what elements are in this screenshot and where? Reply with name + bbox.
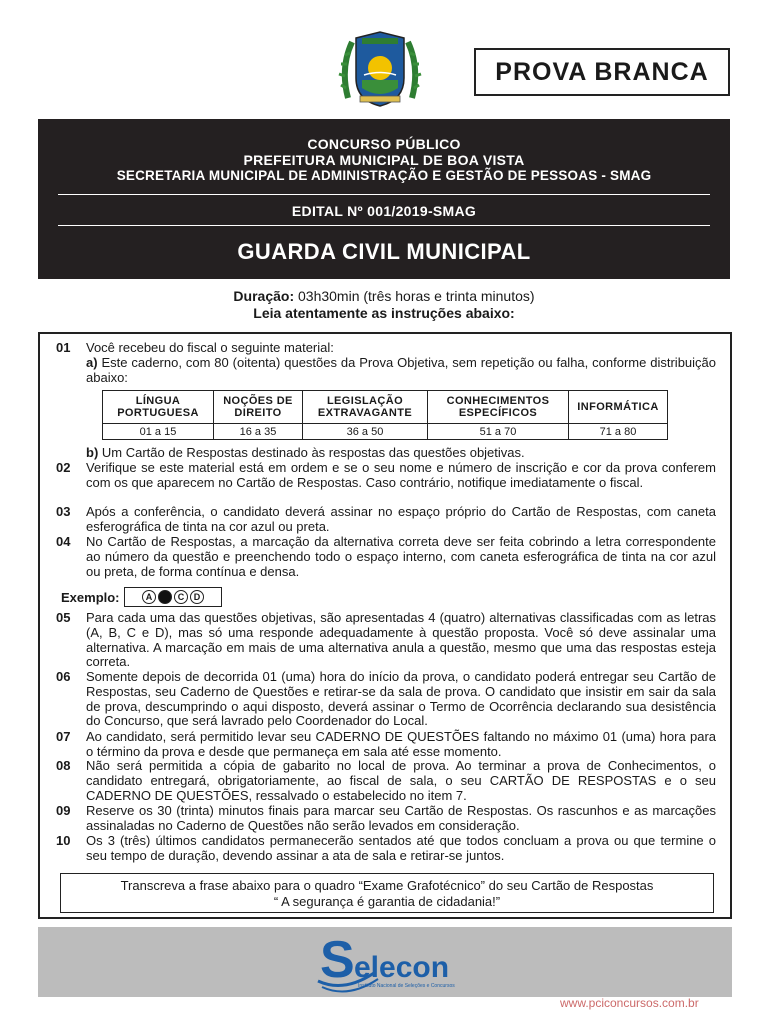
item-text: Você recebeu do fiscal o seguinte material: bbox=[86, 340, 334, 355]
item-text: Não será permitida a cópia de gabarito no local de prova. Ao terminar a prova de Conhecimentos, o candidato entregará, obrigatoriamente, ao fiscal de sala, o seu CARTÃO DE RESPOSTAS e o seu CADERNO DE QUESTÕES, ressalvado o estabelecido no item 7. bbox=[86, 758, 716, 803]
item-number: 09 bbox=[56, 803, 71, 818]
transcribe-phrase: “ A segurança é garantia de cidadania!” bbox=[273, 894, 501, 909]
item-text: Para cada uma das questões objetivas, são apresentadas 4 (quatro) alternativas classificadas com as letras (A, B, C e D), mas só uma responde adequadamente à questão proposta. Você só deve assinalar uma alternativa. A marcação em mais de uma alternativa anula a questão, mesmo que uma das respostas esteja correta. bbox=[86, 610, 716, 670]
item-text: Somente depois de decorrida 01 (uma) hora do início da prova, o candidato poderá entregar seu Cartão de Respostas, seu Caderno de Questões e retirar-se da sala de prova. O candidato que insistir em sair da sala de prova, descumprindo o aqui disposto, deverá assinar o Termo de Ocorrência declarando sua desistência do Concurso, que será lavrado pelo Coordenador do Local. bbox=[86, 669, 716, 729]
footer-band bbox=[38, 927, 732, 997]
example-answer-bubbles bbox=[124, 587, 222, 607]
prova-branca-badge: PROVA BRANCA bbox=[474, 48, 730, 96]
item-text: Reserve os 30 (trinta) minutos finais para marcar seu Cartão de Respostas. Os rascunhos e as marcações assinaladas no Caderno de Questões não serão levados em consideração. bbox=[86, 803, 716, 833]
table-cell: 51 a 70 bbox=[428, 424, 569, 440]
example-label: Exemplo: bbox=[61, 590, 120, 605]
item-number: 07 bbox=[56, 729, 71, 744]
table-cell: 71 a 80 bbox=[569, 424, 668, 440]
instruction-item bbox=[56, 505, 716, 535]
instruction-item bbox=[56, 834, 716, 864]
table-cell: 36 a 50 bbox=[303, 424, 428, 440]
instruction-item bbox=[56, 804, 716, 834]
header-line-secretaria: SECRETARIA MUNICIPAL DE ADMINISTRAÇÃO E GESTÃO DE PESSOAS - SMAG bbox=[116, 168, 652, 183]
instruction-item bbox=[56, 670, 716, 729]
website-watermark: www.pciconcursos.com.br bbox=[560, 996, 699, 1010]
instruction-item bbox=[56, 535, 716, 579]
item-text: Após a conferência, o candidato deverá assinar no espaço próprio do Cartão de Respostas, com caneta esferográfica de tinta na cor azul ou preta. bbox=[86, 504, 716, 534]
transcribe-phrase-box bbox=[60, 873, 714, 913]
bubble-filled-icon bbox=[158, 590, 172, 604]
item-text: Ao candidato, será permitido levar seu CADERNO DE QUESTÕES faltando no máximo 01 (uma) hora para o término da prova e desde que permaneça em sala até esse momento. bbox=[86, 729, 716, 759]
duration-value: 03h30min (três horas e trinta minutos) bbox=[294, 288, 535, 304]
item-text: Verifique se este material está em ordem e se o seu nome e número de inscrição e cor da prova conferem com os que aparecem no Cartão de Respostas. Caso contrário, notifique imediatamente o fiscal. bbox=[86, 460, 716, 490]
logo-wordmark: elecon bbox=[354, 951, 450, 984]
table-header: INFORMÁTICA bbox=[569, 391, 668, 424]
header-edital: EDITAL Nº 001/2019-SMAG bbox=[291, 203, 477, 219]
item-text: Os 3 (três) últimos candidatos permanecerão sentados até que todos concluam a prova ou que termine o seu tempo de duração, devendo assinar a ata de sala e retirar-se juntos. bbox=[86, 833, 716, 863]
item-number: 02 bbox=[56, 460, 71, 475]
table-cell: 16 a 35 bbox=[214, 424, 303, 440]
logo-tagline: Instituto Nacional de Seleções e Concursos bbox=[358, 983, 455, 989]
instruction-item bbox=[56, 461, 716, 491]
exam-title: GUARDA CIVIL MUNICIPAL bbox=[237, 239, 531, 264]
item-number: 06 bbox=[56, 669, 71, 684]
selecon-logo bbox=[314, 933, 456, 993]
item-number: 10 bbox=[56, 833, 71, 848]
logo-initial: S bbox=[320, 933, 355, 989]
item-number: 04 bbox=[56, 534, 71, 549]
question-distribution-table bbox=[102, 390, 668, 440]
bubble-a-icon: A bbox=[142, 590, 156, 604]
item-number: 05 bbox=[56, 610, 71, 625]
table-header: LÍNGUA PORTUGUESA bbox=[103, 391, 214, 424]
bubble-c-icon: C bbox=[174, 590, 188, 604]
transcribe-instruction: Transcreva a frase abaixo para o quadro “Exame Grafotécnico” do seu Cartão de Respostas bbox=[120, 878, 654, 893]
item-number: 03 bbox=[56, 504, 71, 519]
item-text: b) Um Cartão de Respostas destinado às respostas das questões objetivas. bbox=[86, 445, 525, 460]
item-text: No Cartão de Respostas, a marcação da alternativa correta deve ser feita cobrindo a letra correspondente ao número da questão e preenchendo todo o espaço interno, com caneta esferográfica de tinta na cor azul ou preta, de forma contínua e densa. bbox=[86, 534, 716, 579]
bubble-d-icon: D bbox=[190, 590, 204, 604]
item-text: a) Este caderno, com 80 (oitenta) questões da Prova Objetiva, sem repetição ou falha, conforme distribuição abaixo: bbox=[86, 354, 716, 385]
header-divider bbox=[58, 225, 710, 226]
table-cell: 01 a 15 bbox=[103, 424, 214, 440]
header-band bbox=[38, 119, 730, 279]
instruction-item bbox=[56, 341, 716, 385]
read-instructions: Leia atentamente as instruções abaixo: bbox=[253, 305, 515, 321]
table-header: CONHECIMENTOS ESPECÍFICOS bbox=[428, 391, 569, 424]
header-divider bbox=[58, 194, 710, 195]
instruction-item bbox=[56, 611, 716, 670]
instruction-item bbox=[56, 759, 716, 803]
instructions-box bbox=[38, 332, 732, 919]
header-line-concurso: CONCURSO PÚBLICO bbox=[307, 136, 461, 152]
header-line-prefeitura: PREFEITURA MUNICIPAL DE BOA VISTA bbox=[243, 152, 525, 168]
item-number: 08 bbox=[56, 758, 71, 773]
duration-label: Duração: bbox=[233, 288, 295, 304]
instruction-item bbox=[56, 730, 716, 760]
coat-of-arms-emblem bbox=[338, 28, 422, 112]
item-number: 01 bbox=[56, 340, 71, 355]
duration-line bbox=[0, 288, 768, 304]
table-header: LEGISLAÇÃO EXTRAVAGANTE bbox=[303, 391, 428, 424]
instruction-item bbox=[56, 446, 716, 461]
table-header: NOÇÕES DE DIREITO bbox=[214, 391, 303, 424]
